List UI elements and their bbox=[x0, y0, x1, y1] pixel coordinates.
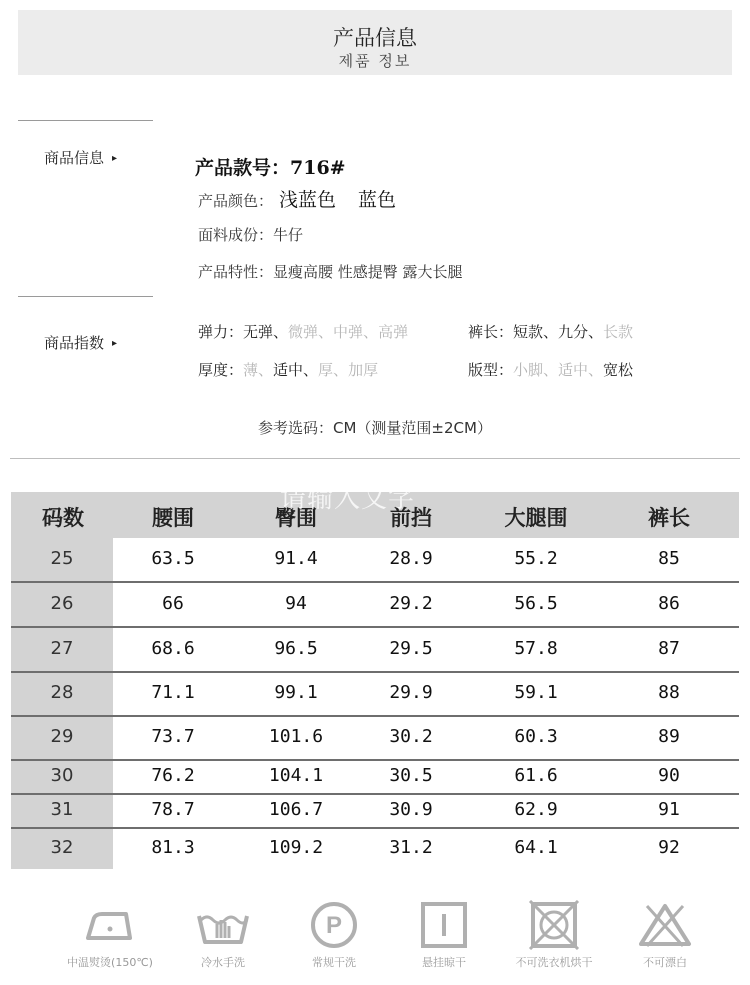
row-separator bbox=[11, 626, 739, 628]
measurement-cell: 29.9 bbox=[389, 682, 433, 703]
measurement-cell: 73.7 bbox=[151, 726, 195, 747]
page-header bbox=[18, 10, 732, 75]
table-header-length: 裤长 bbox=[648, 506, 690, 530]
care-item-no-bleach bbox=[610, 900, 720, 970]
no-tumble-dry-icon bbox=[524, 900, 584, 950]
measurement-cell: 29.5 bbox=[389, 637, 433, 659]
elasticity-option: 高弹 bbox=[378, 323, 409, 341]
measurement-cell: 90 bbox=[658, 765, 680, 786]
no-bleach-icon bbox=[635, 900, 695, 950]
arrow-right-icon: ▸ bbox=[112, 153, 118, 164]
measurement-cell: 88 bbox=[658, 682, 680, 703]
thickness-label: 厚度： bbox=[198, 361, 244, 379]
measurement-cell: 55.2 bbox=[514, 548, 558, 569]
iron-icon bbox=[80, 900, 140, 950]
measurement-cell: 56.5 bbox=[514, 592, 558, 614]
care-label: 中温熨烫(150℃) bbox=[67, 956, 153, 969]
elasticity-option: 无弹、 bbox=[243, 323, 289, 341]
color-value-light-blue: 浅蓝色 bbox=[279, 189, 337, 211]
color-line bbox=[198, 185, 396, 212]
fit-option: 宽松 bbox=[603, 361, 634, 379]
measurement-cell: 61.6 bbox=[514, 765, 558, 786]
row-separator bbox=[11, 581, 739, 583]
measurement-cell: 66 bbox=[162, 592, 184, 614]
measurement-cell: 76.2 bbox=[151, 765, 195, 786]
measurement-cell: 30.9 bbox=[389, 799, 433, 820]
thickness-option: 适中、 bbox=[273, 361, 319, 379]
elasticity-label: 弹力： bbox=[198, 323, 244, 341]
row-separator bbox=[11, 671, 739, 673]
section-label-text: 商品信息 bbox=[44, 149, 105, 167]
measurement-cell: 78.7 bbox=[151, 799, 195, 820]
measurement-cell: 30.2 bbox=[389, 726, 433, 747]
row-separator bbox=[11, 759, 739, 761]
measurement-cell: 94 bbox=[285, 592, 307, 614]
thickness-option: 加厚 bbox=[348, 361, 379, 379]
divider bbox=[18, 120, 153, 121]
measurement-cell: 104.1 bbox=[268, 765, 324, 786]
measurement-cell: 60.3 bbox=[514, 726, 558, 747]
divider bbox=[18, 296, 153, 297]
page-subtitle: 제품 정보 bbox=[338, 52, 412, 70]
hang-dry-icon bbox=[414, 900, 474, 950]
placeholder-overlay-text: 请输入文字 bbox=[280, 484, 416, 514]
measurement-cell: 91 bbox=[658, 799, 680, 820]
section-label-product-info bbox=[44, 147, 117, 168]
table-header-size: 码数 bbox=[42, 506, 84, 530]
care-label: 悬挂晾干 bbox=[422, 956, 466, 969]
section-label-product-index bbox=[44, 332, 117, 353]
svg-text:P: P bbox=[325, 912, 343, 939]
table-header-hip: 臀围 bbox=[275, 506, 317, 530]
row-separator bbox=[11, 827, 739, 829]
table-header-thigh: 大腿围 bbox=[504, 506, 568, 530]
measurement-cell: 59.1 bbox=[514, 682, 558, 703]
measurement-cell: 96.5 bbox=[274, 637, 318, 659]
arrow-right-icon: ▸ bbox=[112, 338, 118, 349]
table-header-waist: 腰围 bbox=[152, 506, 194, 530]
fit-line bbox=[468, 359, 633, 380]
care-item-dry-clean bbox=[279, 900, 389, 970]
thickness-option: 薄、 bbox=[243, 361, 274, 379]
size-table bbox=[11, 492, 739, 869]
size-cell: 26 bbox=[50, 592, 74, 614]
measurement-cell: 31.2 bbox=[389, 836, 433, 858]
measurement-cell: 86 bbox=[658, 592, 680, 614]
length-label: 裤长： bbox=[468, 323, 514, 341]
row-separator bbox=[11, 793, 739, 795]
measurement-cell: 92 bbox=[658, 836, 680, 858]
size-cell: 31 bbox=[50, 799, 74, 820]
thickness-line bbox=[198, 359, 378, 380]
care-label: 不可洗衣机烘干 bbox=[515, 956, 593, 969]
measurement-cell: 28.9 bbox=[389, 548, 433, 569]
measurement-cell: 87 bbox=[658, 637, 680, 659]
elasticity-option: 中弹、 bbox=[333, 323, 379, 341]
care-item-hang-dry bbox=[389, 900, 499, 970]
color-label: 产品颜色： bbox=[198, 192, 274, 210]
measurement-cell: 63.5 bbox=[151, 548, 195, 569]
measurement-cell: 109.2 bbox=[268, 836, 324, 858]
elasticity-option: 微弹、 bbox=[288, 323, 334, 341]
reference-note: 参考选码：CM（测量范围±2CM） bbox=[258, 419, 492, 437]
elasticity-line bbox=[198, 321, 408, 342]
thickness-option: 厚、 bbox=[318, 361, 349, 379]
measurement-cell: 29.2 bbox=[389, 592, 433, 614]
measurement-cell: 91.4 bbox=[274, 548, 318, 569]
model-number: 产品款号：716# bbox=[195, 157, 346, 179]
features-line: 产品特性：显瘦高腰 性感提臀 露大长腿 bbox=[198, 263, 463, 281]
measurement-cell: 101.6 bbox=[268, 726, 324, 747]
size-cell: 27 bbox=[50, 637, 74, 659]
care-label: 冷水手洗 bbox=[201, 956, 245, 969]
measurement-cell: 57.8 bbox=[514, 637, 558, 659]
care-item-no-tumble-dry bbox=[499, 900, 609, 970]
size-cell: 25 bbox=[50, 548, 74, 569]
measurement-cell: 71.1 bbox=[151, 682, 195, 703]
length-option: 长款 bbox=[603, 323, 634, 341]
measurement-cell: 62.9 bbox=[514, 799, 558, 820]
size-cell: 29 bbox=[50, 726, 74, 747]
measurement-cell: 89 bbox=[658, 726, 680, 747]
length-option: 短款、 bbox=[513, 323, 559, 341]
size-cell: 28 bbox=[50, 682, 74, 703]
length-option: 九分、 bbox=[558, 323, 604, 341]
measurement-cell: 85 bbox=[658, 548, 680, 569]
hand-wash-icon bbox=[193, 900, 253, 950]
measurement-cell: 64.1 bbox=[514, 836, 558, 858]
fit-label: 版型： bbox=[468, 361, 514, 379]
table-header-rise: 前挡 bbox=[390, 506, 432, 530]
care-label: 常规干洗 bbox=[312, 956, 356, 969]
dry-clean-icon bbox=[304, 900, 364, 950]
divider bbox=[10, 458, 740, 459]
color-value-blue: 蓝色 bbox=[358, 189, 397, 211]
fabric-line: 面料成份：牛仔 bbox=[198, 226, 304, 244]
measurement-cell: 30.5 bbox=[389, 765, 433, 786]
fit-option: 小脚、 bbox=[513, 361, 559, 379]
measurement-cell: 106.7 bbox=[268, 799, 324, 820]
care-label: 不可漂白 bbox=[643, 956, 687, 969]
row-separator bbox=[11, 715, 739, 717]
size-cell: 30 bbox=[50, 765, 74, 786]
length-line bbox=[468, 321, 633, 342]
size-cell: 32 bbox=[50, 836, 74, 858]
fit-option: 适中、 bbox=[558, 361, 604, 379]
measurement-cell: 99.1 bbox=[274, 682, 318, 703]
care-item-hand-wash bbox=[168, 900, 278, 970]
page-title: 产品信息 bbox=[333, 26, 417, 50]
care-item-iron bbox=[55, 900, 165, 970]
measurement-cell: 68.6 bbox=[151, 637, 195, 659]
measurement-cell: 81.3 bbox=[151, 836, 195, 858]
section-label-text: 商品指数 bbox=[44, 334, 105, 352]
